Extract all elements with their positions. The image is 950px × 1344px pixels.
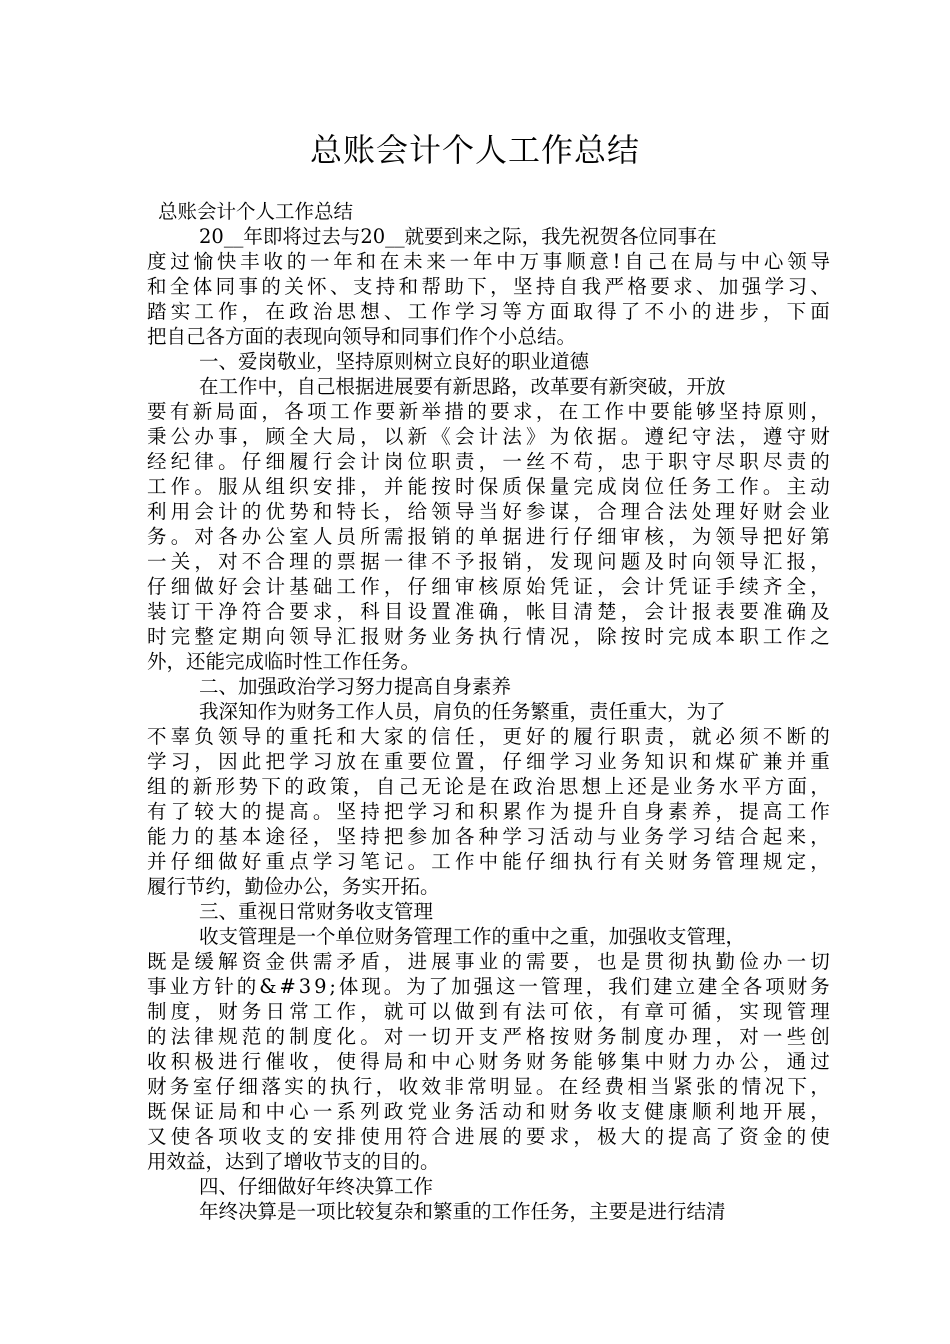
paragraph-line: 20__年即将过去与20__就要到来之际，我先祝贺各位同事在	[199, 225, 717, 248]
paragraph-line: 装 订 干 净 符 合 要 求 ， 科 目 设 置 准 确 ， 帐 目 清 楚 ， 会 计 报 表 要 准 确 及	[147, 600, 830, 623]
paragraph-line: 四、仔细做好年终决算工作	[199, 1175, 434, 1198]
paragraph-line: 又 使 各 项 收 支 的 安 排 使 用 符 合 进 展 的 要 求 ， 极 大 的 提 高 了 资 金 的 使	[147, 1125, 830, 1148]
paragraph-line: 财 务 室 仔 细 落 实 的 执 行 ， 收 效 非 常 明 显 。 在 经 费 相 当 紧 张 的 情 况 下 ，	[147, 1075, 830, 1098]
paragraph-line: 学 习 ， 因 此 把 学 习 放 在 重 要 位 置 ， 仔 细 学 习 业 务 知 识 和 煤 矿 兼 并 重	[147, 750, 830, 773]
paragraph-line: 制 度 ， 财 务 日 常 工 作 ， 就 可 以 做 到 有 法 可 依 ， 有 章 可 循 ， 实 现 管 理	[147, 1000, 830, 1023]
paragraph-line: 要 有 新 局 面 ， 各 项 工 作 要 新 举 措 的 要 求 ， 在 工 作 中 要 能 够 坚 持 原 则 ，	[147, 400, 830, 423]
paragraph-line: 经 纪 律 。 仔 细 履 行 会 计 岗 位 职 责 ， 一 丝 不 苟 ， 忠 于 职 守 尽 职 尽 责 的	[147, 450, 830, 473]
paragraph-line: 秉 公 办 事 ， 顾 全 大 局 ， 以 新 《 会 计 法 》 为 依 据 。 遵 纪 守 法 ， 遵 守 财	[147, 425, 830, 448]
paragraph-line: 的 法 律 规 范 的 制 度 化 。 对 一 切 开 支 严 格 按 财 务 制 度 办 理 ， 对 一 些 创	[147, 1025, 830, 1048]
paragraph-line: 不 辜 负 领 导 的 重 托 和 大 家 的 信 任 ， 更 好 的 履 行 职 责 ， 就 必 须 不 断 的	[147, 725, 830, 748]
paragraph-line: 并 仔 细 做 好 重 点 学 习 笔 记 。 工 作 中 能 仔 细 执 行 有 关 财 务 管 理 规 定 ，	[147, 850, 830, 873]
paragraph-line: 履行节约，勤俭办公，务实开拓。	[147, 875, 440, 898]
paragraph-line: 务 。 对 各 办 公 室 人 员 所 需 报 销 的 单 据 进 行 仔 细 审 核 ， 为 领 导 把 好 第	[147, 525, 830, 548]
paragraph-line: 一 关 ， 对 不 合 理 的 票 据 一 律 不 予 报 销 ， 发 现 问 题 及 时 向 领 导 汇 报 ，	[147, 550, 830, 573]
document-subtitle: 总账会计个人工作总结	[158, 200, 354, 223]
paragraph-line: 有 了 较 大 的 提 高 。 坚 持 把 学 习 和 积 累 作 为 提 升 自 身 素 养 ， 提 高 工 作	[147, 800, 830, 823]
paragraph-line: 既 保 证 局 和 中 心 一 系 列 政 党 业 务 活 动 和 财 务 收 支 健 康 顺 利 地 开 展 ，	[147, 1100, 830, 1123]
paragraph-line: 二、加强政治学习努力提高自身素养	[199, 675, 512, 698]
document-body	[147, 199, 830, 1224]
paragraph-line: 时 完 整 定 期 向 领 导 汇 报 财 务 业 务 执 行 情 况 ， 除 按 时 完 成 本 职 工 作 之	[147, 625, 830, 648]
paragraph-line: 用效益，达到了增收节支的目的。	[147, 1150, 440, 1173]
paragraph-line: 度 过 愉 快 丰 收 的 一 年 和 在 未 来 一 年 中 万 事 顺 意 ! 自 己 在 局 与 中 心 领 导	[147, 250, 830, 273]
document-title: 总账会计个人工作总结	[309, 131, 640, 169]
paragraph-line: 工 作 。 服 从 组 织 安 排 ， 并 能 按 时 保 质 保 量 完 成 岗 位 任 务 工 作 。 主 动	[147, 475, 830, 498]
paragraph-line: 事 业 方 针 的 & # 3 9 ; 体 现 。 为 了 加 强 这 一 管 理 ， 我 们 建 立 建 全 各 项 财 务	[147, 975, 830, 998]
paragraph-line: 收 积 极 进 行 催 收 ， 使 得 局 和 中 心 财 务 财 务 能 够 集 中 财 力 办 公 ， 通 过	[147, 1050, 830, 1073]
paragraph-line: 利 用 会 计 的 优 势 和 特 长 ， 给 领 导 当 好 参 谋 ， 合 理 合 法 处 理 好 财 会 业	[147, 500, 830, 523]
paragraph-line: 能 力 的 基 本 途 径 ， 坚 持 把 参 加 各 种 学 习 活 动 与 业 务 学 习 结 合 起 来 ，	[147, 825, 830, 848]
paragraph-line: 把自己各方面的表现向领导和同事们作个小总结。	[147, 325, 577, 348]
paragraph-line: 我深知作为财务工作人员，肩负的任务繁重，责任重大，为了	[199, 700, 726, 723]
paragraph-line: 收支管理是一个单位财务管理工作的重中之重，加强收支管理，	[199, 925, 746, 948]
paragraph-line: 在工作中，自己根据进展要有新思路，改革要有新突破，开放	[199, 375, 726, 398]
paragraph-line: 一、爱岗敬业，坚持原则树立良好的职业道德	[199, 350, 590, 373]
paragraph-line: 踏 实 工 作 ， 在 政 治 思 想 、 工 作 学 习 等 方 面 取 得 了 不 小 的 进 步 ， 下 面	[147, 300, 830, 323]
paragraph-line: 仔 细 做 好 会 计 基 础 工 作 ， 仔 细 审 核 原 始 凭 证 ， 会 计 凭 证 手 续 齐 全 ，	[147, 575, 830, 598]
paragraph-line: 三、重视日常财务收支管理	[199, 900, 434, 923]
paragraph-line: 年终决算是一项比较复杂和繁重的工作任务，主要是进行结清	[199, 1200, 726, 1223]
paragraph-line: 组 的 新 形 势 下 的 政 策 ， 自 己 无 论 是 在 政 治 思 想 上 还 是 业 务 水 平 方 面 ，	[147, 775, 830, 798]
paragraph-line: 外，还能完成临时性工作任务。	[147, 650, 421, 673]
paragraph-line: 既 是 缓 解 资 金 供 需 矛 盾 ， 进 展 事 业 的 需 要 ， 也 是 贯 彻 执 勤 俭 办 一 切	[147, 950, 830, 973]
paragraph-line: 和 全 体 同 事 的 关 怀 、 支 持 和 帮 助 下 ， 坚 持 自 我 严 格 要 求 、 加 强 学 习 、	[147, 275, 830, 298]
